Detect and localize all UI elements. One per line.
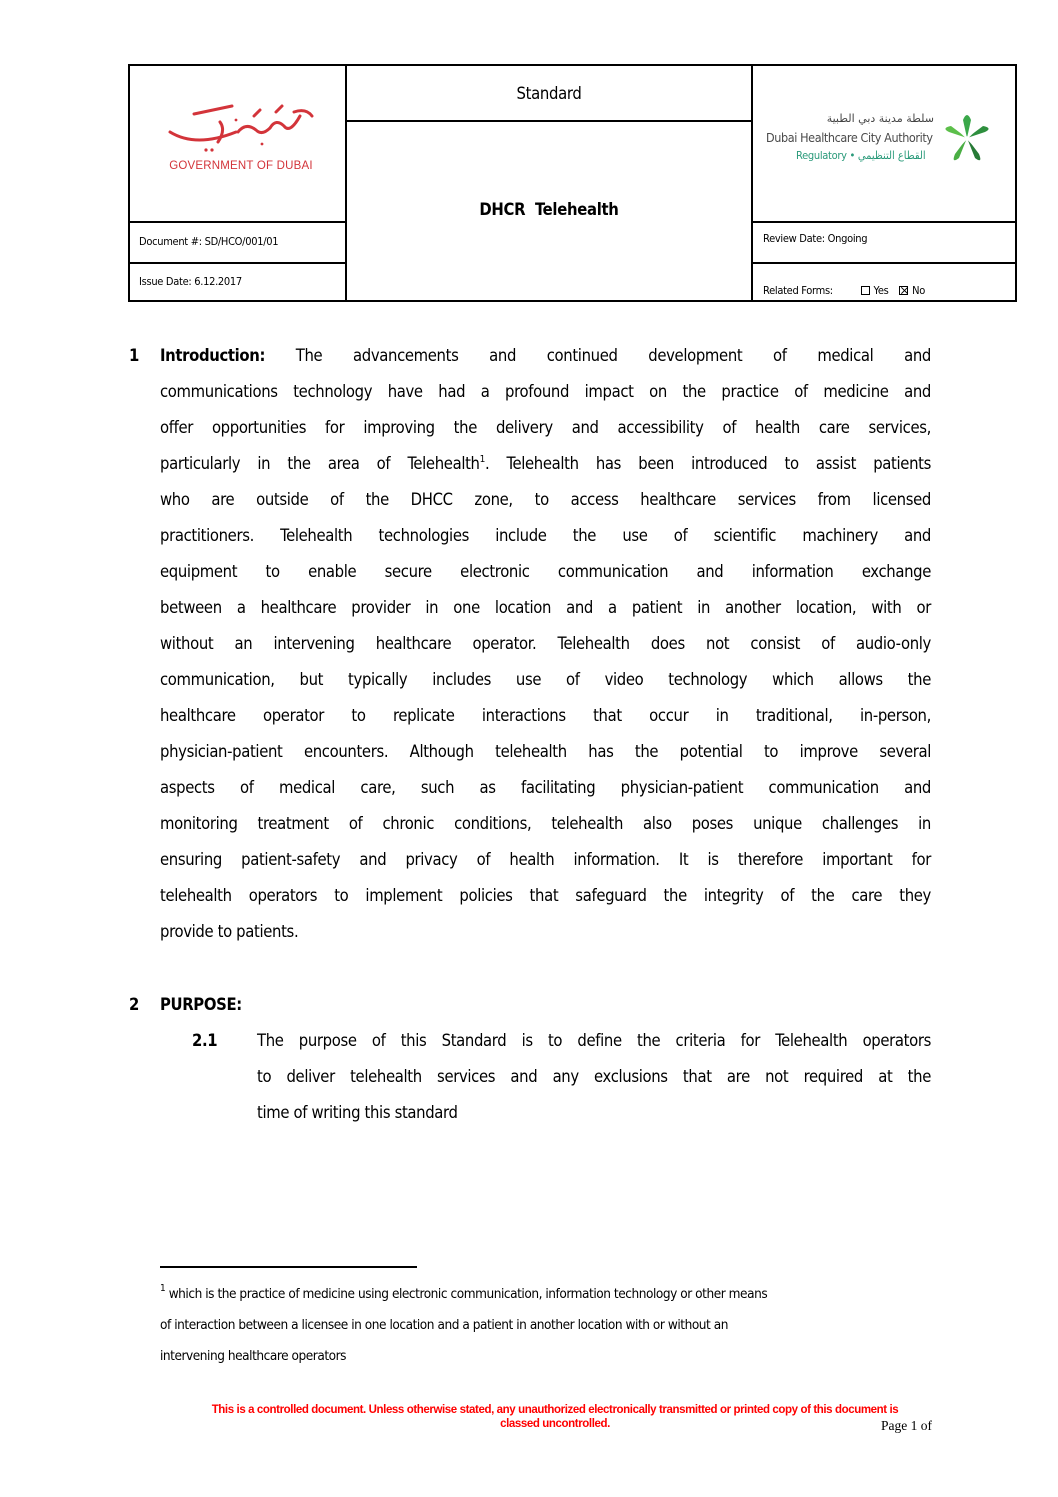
page-number: Page 1 of [881, 1418, 932, 1433]
text-line: to deliver telehealth services and any exclusions that are not required at the [257, 1067, 931, 1086]
introduction-paragraph [160, 338, 931, 950]
text-line: time of writing this standard [257, 1103, 458, 1122]
table-divider [130, 221, 346, 223]
related-forms-yes-checkbox[interactable] [861, 286, 870, 295]
review-date: Review Date: Ongoing [763, 232, 868, 245]
text-line: physician-patient encounters. Although telehealth has the potential to improve several [160, 742, 931, 761]
footnote [160, 1279, 935, 1372]
dhca-english-name: Dubai Healthcare City Authority [766, 130, 933, 145]
footnote-reference[interactable]: 1 [479, 454, 485, 465]
document-title: DHCR Telehealth [479, 200, 619, 219]
table-divider [752, 221, 1015, 223]
text-line: practitioners. Telehealth technologies include the use of scientific machinery and [160, 526, 931, 545]
text-line: Introduction: The advancements and continued development of medical and [160, 346, 931, 365]
purpose-paragraph [257, 1023, 931, 1131]
related-forms-yes-label: Yes [873, 284, 889, 297]
related-forms-no-label: No [912, 284, 926, 297]
document-number: Document #: SD/HCO/001/01 [139, 235, 279, 248]
text-line: ensuring patient-safety and privacy of health information. It is therefore important for [160, 850, 931, 869]
text-line: aspects of medical care, such as facilitating physician-patient communication and [160, 778, 931, 797]
document-header-table [128, 64, 1017, 302]
dubai-healthcare-city-authority-logo [766, 112, 986, 182]
section-heading: PURPOSE: [160, 995, 242, 1014]
text-line: communication, but typically includes use of video technology which allows the [160, 670, 931, 689]
dhca-regulatory-label: Regulatory • القطاع التنظيمي [796, 149, 926, 162]
text-line: provide to patients. [160, 922, 299, 941]
text-line: monitoring treatment of chronic conditions, telehealth also poses unique challenges in [160, 814, 931, 833]
table-divider [130, 262, 346, 264]
footnote-separator [160, 1266, 417, 1268]
text-line: who are outside of the DHCC zone, to access healthcare services from licensed [160, 490, 931, 509]
footnote-line: of interaction between a licensee in one location and a patient in another location with or without an [160, 1317, 729, 1333]
text-line: between a healthcare provider in one location and a patient in another location, with or [160, 598, 931, 617]
footnote-line: $^1$ which is the practice of medicine using electronic communication, information technology or other means [160, 1283, 768, 1302]
section-number: 1 [129, 346, 139, 365]
notice-line: classed uncontrolled. [500, 1418, 610, 1430]
text-line: communications technology have had a profound impact on the practice of medicine and [160, 382, 931, 401]
text-line: equipment to enable secure electronic communication and information exchange [160, 562, 931, 581]
footnote-line: intervening healthcare operators [160, 1348, 347, 1364]
related-forms [763, 284, 925, 297]
table-divider [752, 262, 1015, 264]
text-line: The purpose of this Standard is to define the criteria for Telehealth operators [257, 1031, 931, 1050]
text-line: telehealth operators to implement policies that safeguard the integrity of the care they [160, 886, 931, 905]
notice-line: This is a controlled document. Unless otherwise stated, any unauthorized electronically transmitted or printed copy of this document is [211, 1404, 899, 1416]
dhca-arabic-name: سلطة مدينة دبي الطبية [826, 112, 934, 125]
government-of-dubai-logo [156, 102, 326, 182]
related-forms-label: Related Forms: [763, 284, 833, 297]
text-line: without an intervening healthcare operator. Telehealth does not consist of audio-only [160, 634, 931, 653]
text-line: particularly in the area of Telehealth$^1$. Telehealth has been introduced to assist patients [160, 454, 931, 473]
dhca-star-icon [941, 110, 993, 166]
controlled-document-notice [170, 1403, 940, 1431]
issue-date: Issue Date: 6.12.2017 [139, 275, 242, 288]
table-divider [346, 120, 752, 122]
section-number: 2 [129, 995, 139, 1014]
gov-logo-text: GOVERNMENT OF DUBAI [169, 160, 313, 172]
gov-arabic-calligraphy-icon [166, 102, 316, 154]
related-forms-no-checkbox[interactable] [899, 286, 908, 295]
document-type: Standard [516, 84, 582, 103]
section-heading: Introduction: [160, 346, 266, 365]
footnote-marker: 1 [160, 1283, 166, 1294]
text-line: offer opportunities for improving the delivery and accessibility of health care services, [160, 418, 931, 437]
subsection-number: 2.1 [192, 1031, 218, 1050]
text-line: healthcare operator to replicate interactions that occur in traditional, in-person, [160, 706, 931, 725]
